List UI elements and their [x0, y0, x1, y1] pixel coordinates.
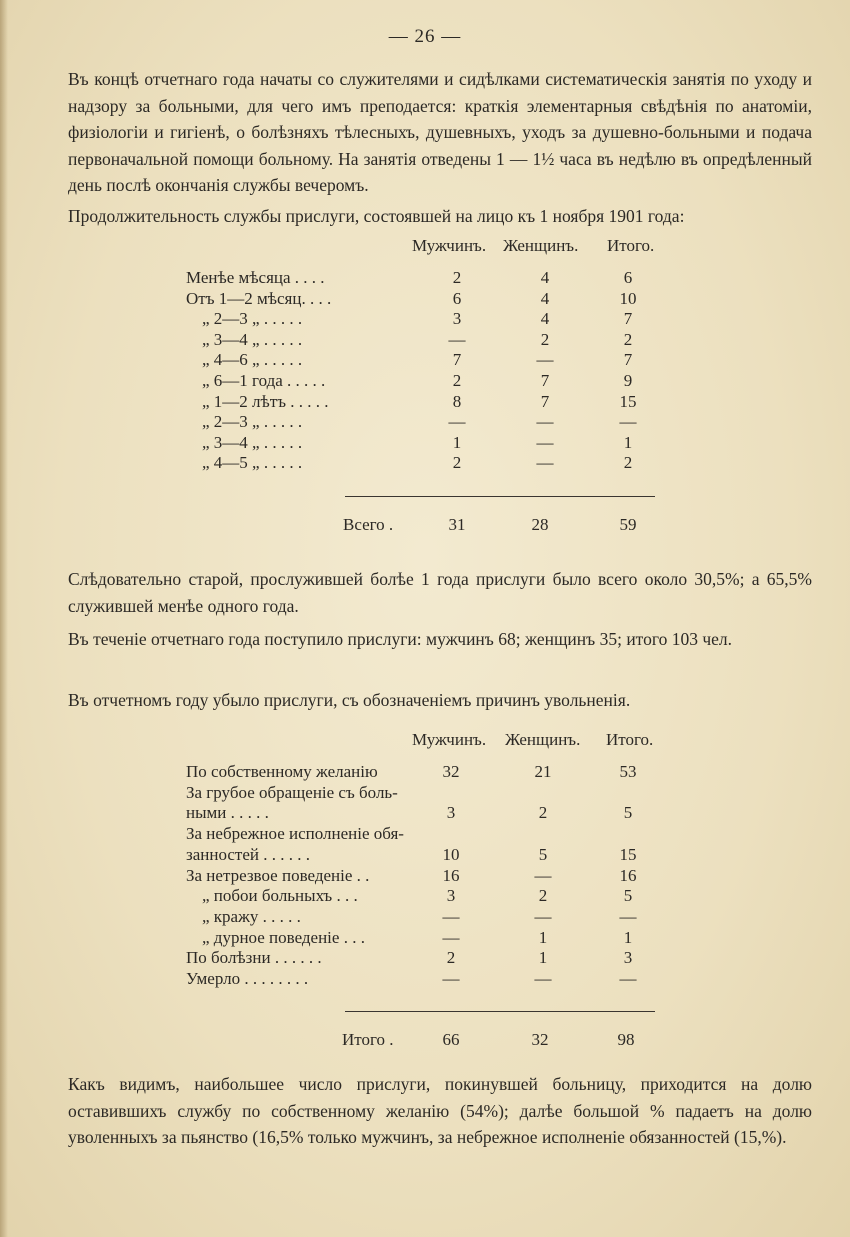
table-cell-women: 1 [538, 948, 548, 968]
table-cell-men: — [448, 329, 466, 349]
page-edge-shadow [0, 0, 8, 1237]
table1-header-men: Мужчинъ. [412, 236, 487, 255]
table1-total-all: 59 [619, 515, 637, 534]
table-row-label: ными . . . . . [186, 803, 269, 823]
table-cell-men: 1 [452, 432, 462, 452]
table-row-label: „ 6—1 года . . . . . [202, 371, 326, 390]
table-cell-men: 2 [452, 371, 462, 390]
table-cell-men: 8 [452, 391, 462, 411]
table-cell-men: — [448, 412, 466, 432]
paragraph-hired: Въ теченіе отчетнаго года поступило прислуги: мужчинъ 68; женщинъ 35; итого 103 чел. [68, 629, 733, 649]
table-cell-total: 7 [623, 309, 633, 329]
table-cell-total: 2 [623, 329, 633, 349]
table-row-label: „ кражу . . . . . [202, 906, 301, 926]
table1-total-rule [345, 496, 655, 497]
table-cell-women: — [534, 906, 552, 926]
table-cell-total: 3 [623, 948, 633, 968]
table-cell-women: 2 [538, 803, 548, 823]
table-cell-men: 2 [452, 453, 462, 473]
table-cell-men: 2 [452, 268, 462, 287]
table1-total-women: 28 [531, 515, 549, 534]
table-cell-men: 10 [442, 844, 460, 864]
table-cell-men: — [442, 906, 460, 926]
table-cell-men: 3 [452, 309, 462, 329]
table-cell-women: — [534, 865, 552, 885]
table-cell-total: 5 [623, 886, 633, 906]
table-cell-total: 1 [623, 432, 633, 452]
table-cell-men: 3 [446, 803, 456, 823]
table-row-label: „ 4—5 „ . . . . . [202, 453, 303, 473]
page-number: — 26 — [388, 26, 462, 47]
table-row-label: „ 1—2 лѣтъ . . . . . [202, 391, 329, 411]
table-row-label: За грубое обращеніе съ боль- [186, 782, 398, 802]
table-cell-women: 1 [538, 927, 548, 947]
table-cell-total: — [619, 969, 637, 988]
table2-header-men: Мужчинъ. [412, 730, 487, 749]
table-row-label: По собственному желанію [186, 762, 378, 781]
paragraph-training: Въ концѣ отчетнаго года начаты со служителями и сидѣлками систематическія занятія по уходу и надзору за больными, для чего имъ преподается: краткія элементарныя свѣдѣнія по анатоміи, физіологіи и гигіенѣ, о болѣзняхъ тѣлесныхъ, душевныхъ, уходъ за душевно-больными и подача первоначальной помощи больному. На занятія отведены 1 — 1½ часа въ недѣлю въ опредѣленный день послѣ окончанія службы вечеромъ. [68, 69, 812, 195]
table-cell-total: 9 [623, 371, 633, 390]
table1-header-women: Женщинъ. [503, 236, 579, 255]
table-cell-men: 32 [442, 762, 460, 781]
table2-total-label: Итого . [342, 1030, 394, 1049]
table2-title: Въ отчетномъ году убыло прислуги, съ обозначеніемъ причинъ увольненія. [68, 690, 631, 710]
table2-total-women: 32 [531, 1030, 549, 1049]
table-cell-men: — [442, 927, 460, 947]
table-cell-women: — [536, 432, 554, 452]
table-cell-women: 4 [540, 268, 550, 287]
table1-total-men: 31 [448, 515, 466, 534]
table2-total-rule [345, 1011, 655, 1012]
paragraph-old-staff: Слѣдовательно старой, прослужившей болѣе 1 года прислуги было всего около 30,5%; а 65,5% служившей менѣе одного года. [68, 569, 812, 616]
table-cell-women: 21 [534, 762, 552, 781]
table-cell-total: 6 [623, 268, 633, 287]
table-row-label: „ побои больныхъ . . . [202, 886, 358, 906]
table-cell-men: 16 [442, 865, 460, 885]
table-cell-men: 7 [452, 350, 462, 370]
table-cell-total: 5 [623, 803, 633, 823]
table1-title: Продолжительность службы прислуги, состоявшей на лицо къ 1 ноября 1901 года: [68, 206, 685, 226]
table-row-label: Менѣе мѣсяца . . . . [186, 268, 325, 287]
table-row-label: „ 2—3 „ . . . . . [202, 309, 303, 329]
table-cell-women: 5 [538, 844, 548, 864]
table-cell-men: 3 [446, 886, 456, 906]
paragraph-conclusion: Какъ видимъ, наибольшее число прислуги, покинувшей больницу, приходится на долю оставившихъ службу по собственному желанію (54%); далѣе большой % падаетъ на долю уволенныхъ за пьянство (16,5% только мужчинъ, за небрежное исполненіе обязанностей (15,%). [68, 1074, 812, 1147]
table-cell-total: 1 [623, 927, 633, 947]
table-row-label: Умерло . . . . . . . . [186, 969, 309, 988]
table2-total-all: 98 [617, 1030, 635, 1049]
table-cell-total: 16 [619, 865, 637, 885]
table-row-label: Отъ 1—2 мѣсяц. . . . [186, 288, 332, 308]
table-cell-women: 2 [540, 329, 550, 349]
table-cell-women: — [534, 969, 552, 988]
table-cell-total: 15 [619, 844, 637, 864]
table-cell-total: 10 [619, 288, 637, 308]
table-row-label: За небрежное исполненіе обя- [186, 824, 404, 844]
table-row-label: „ 4—6 „ . . . . . [202, 350, 303, 370]
table-cell-total: 53 [619, 762, 637, 781]
table-cell-total: 15 [619, 391, 637, 411]
table-cell-men: — [442, 969, 460, 988]
table-cell-women: 7 [540, 391, 550, 411]
table2-total-men: 66 [442, 1030, 460, 1049]
table-cell-women: 4 [540, 309, 550, 329]
table-row-label: „ 2—3 „ . . . . . [202, 412, 303, 432]
table-cell-women: — [536, 350, 554, 370]
table-cell-total: — [619, 412, 637, 432]
table-cell-women: 7 [540, 371, 550, 390]
table-cell-women: 2 [538, 886, 548, 906]
table-cell-men: 6 [452, 288, 462, 308]
table-cell-men: 2 [446, 948, 456, 968]
table-row-label: занностей . . . . . . [186, 844, 310, 864]
table-cell-women: 4 [540, 288, 550, 308]
table1-header-total: Итого. [607, 236, 655, 255]
table2-header-total: Итого. [606, 730, 654, 749]
table-row-label: „ 3—4 „ . . . . . [202, 329, 303, 349]
table-cell-total: 2 [623, 453, 633, 473]
table-row-label: „ дурное поведеніе . . . [202, 927, 365, 947]
table-cell-women: — [536, 412, 554, 432]
table1-total-label: Всего . [343, 515, 394, 534]
table-cell-total: — [619, 906, 637, 926]
table-cell-women: — [536, 453, 554, 473]
table-cell-total: 7 [623, 350, 633, 370]
table-row-label: За нетрезвое поведеніе . . [186, 865, 370, 885]
table-row-label: По болѣзни . . . . . . [186, 948, 322, 968]
table-row-label: „ 3—4 „ . . . . . [202, 432, 303, 452]
table2-header-women: Женщинъ. [505, 730, 581, 749]
